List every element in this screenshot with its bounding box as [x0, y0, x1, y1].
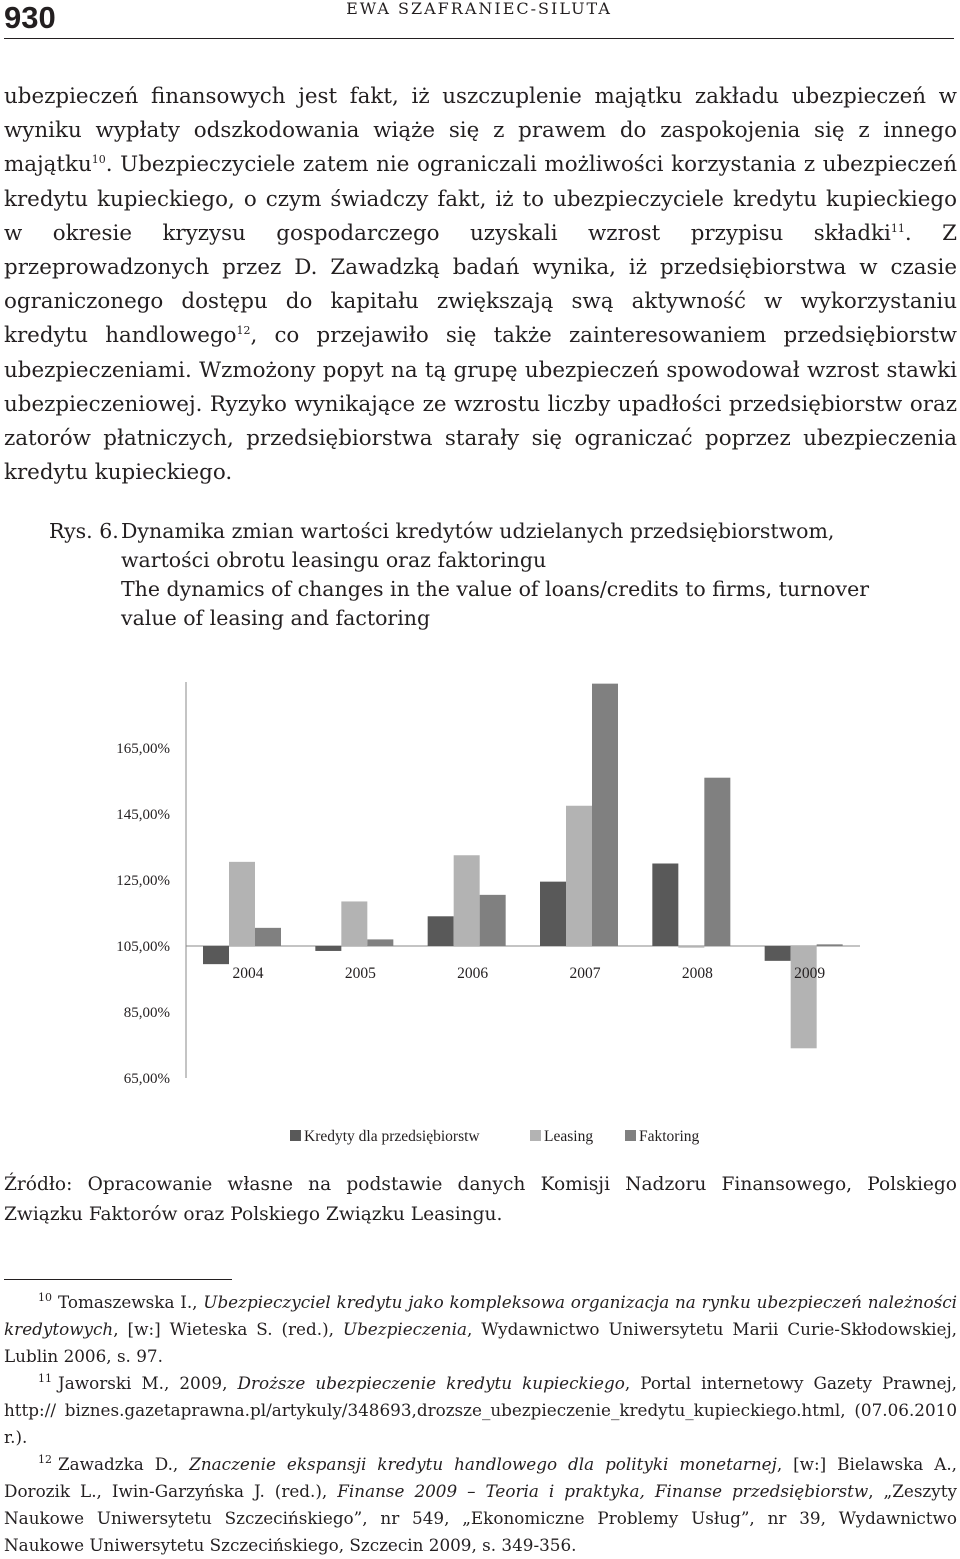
- text-run: ubezpieczeń finansowych jest fakt, iż uszczuplenie majątku zakładu ubezpieczeń w wyniku wypłaty odszkodowania wiąże się z prawem do zaspokojenia się z innego majątku: [4, 84, 957, 178]
- x-tick-label: 2004: [232, 965, 264, 982]
- bar-2008-3: [704, 778, 730, 946]
- x-tick-label: 2005: [344, 965, 376, 982]
- bar-2009-3: [817, 944, 843, 946]
- bar-chart: [0, 660, 960, 1160]
- source-note: Źródło: Opracowanie własne na podstawie danych Komisji Nadzoru Finansowego, Polskiego Związku Faktorów oraz Polskiego Związku Leasingu.: [4, 1174, 957, 1225]
- y-tick-label: 145,00%: [116, 807, 170, 823]
- footnote-12: 12 Zawadzka D., Znaczenie ekspansji kredytu handlowego dla polityki monetarnej, [w:] Bielawska A., Dorozik L., Iwin-Garzyńska J. (red.), Finanse 2009 – Teoria i praktyka, Finanse przedsiębiorstw, „Zeszyty Naukowe Uniwersytetu Szczecińskiego”, nr 549, „Ekonomiczne Problemy Usług”, nr 39, Wydawnictwo Naukowe Uniwersytetu Szczecińskiego, Szczecin 2009, s. 349-356.: [4, 1453, 958, 1555]
- bar-2005-2: [341, 901, 367, 946]
- footnote-text: Tomaszewska I.,: [58, 1292, 204, 1312]
- footnote-ref: 10: [91, 153, 106, 167]
- body-paragraph: [4, 80, 957, 490]
- bar-2008-2: [678, 946, 704, 948]
- bar-2004-2: [229, 862, 255, 946]
- bar-2007-2: [566, 806, 592, 946]
- footnote-text: Zawadzka D.,: [58, 1454, 190, 1474]
- bar-2006-3: [480, 895, 506, 946]
- figure-caption: [49, 517, 929, 633]
- y-tick-label: 105,00%: [116, 939, 170, 955]
- footnote-title: Znaczenie ekspansji kredytu handlowego dla polityki monetarnej: [189, 1454, 777, 1474]
- y-tick-label: 85,00%: [123, 1005, 170, 1021]
- footnote-ref: 11: [890, 221, 905, 235]
- text-run: . Z przeprowadzonych przez D. Zawadzką badań wynika, iż przedsiębiorstwa w czasie ograniczonego dostępu do kapitału zwiększają swą aktywność w wykorzystaniu kredytu handlowego: [4, 220, 958, 349]
- footnote-ref: 12: [236, 324, 251, 338]
- y-tick-label: 165,00%: [116, 741, 170, 757]
- legend-swatch: [625, 1130, 636, 1141]
- bar-2009-1: [765, 946, 791, 961]
- footnote-title: Finanse 2009 – Teoria i praktyka, Finanse przedsiębiorstw: [337, 1481, 869, 1501]
- bar-2007-1: [540, 882, 566, 946]
- bar-2005-3: [367, 939, 393, 946]
- bar-2006-1: [428, 916, 454, 946]
- legend-swatch: [530, 1130, 541, 1141]
- x-tick-label: 2009: [794, 965, 826, 982]
- footnotes: [4, 1289, 957, 1559]
- bar-2004-1: [203, 946, 229, 964]
- footnote-title: Ubezpieczyciel kredytu jako kompleksowa organizacja na rynku ubezpieczeń należności kredytowych: [4, 1292, 957, 1339]
- y-tick-label: 65,00%: [123, 1071, 170, 1087]
- footnote-text: , Portal internetowy Gazety Prawnej, http:// biznes.gazetaprawna.pl/artykuly/348693,drozsze_ubezpieczenie_kredytu_kupieckiego.html, (07.06.2010 r.).: [4, 1373, 957, 1447]
- figure-title-en: The dynamics of changes in the value of loans/credits to firms, turnover value of leasing and factoring: [121, 577, 870, 630]
- page-number: 930: [4, 0, 56, 35]
- y-tick-label: 125,00%: [116, 873, 170, 889]
- bar-2004-3: [255, 928, 281, 946]
- footnote-11: 11 Jaworski M., 2009, Droższe ubezpieczenie kredytu kupieckiego, Portal internetowy Gazety Prawnej, http:// biznes.gazetaprawna.pl/artykuly/348693,drozsze_ubezpieczenie_kredytu_kupieckiego.html, (07.06.2010 r.).: [4, 1372, 957, 1447]
- text-run: . Ubezpieczyciele zatem nie ograniczali możliwości korzystania z ubezpieczeń kredytu kupieckiego, o czym świadczy fakt, iż to ubezpieczyciele kredytu kupieckiego w okresie kryzysu gospodarczego uzyskali wzrost przypisu składki: [4, 152, 957, 246]
- footnote-text: , [w:] Bielawska A., Dorozik L., Iwin-Garzyńska J. (red.),: [4, 1454, 958, 1501]
- bar-2007-3: [592, 684, 618, 946]
- footnote-title: Droższe ubezpieczenie kredytu kupieckiego: [237, 1373, 625, 1393]
- footnote-text: , Wydawnictwo Uniwersytetu Marii Curie-Skłodowskiej, Lublin 2006, s. 97.: [4, 1319, 957, 1366]
- bar-2008-1: [652, 864, 678, 947]
- figure-label: Rys. 6.: [49, 519, 119, 543]
- legend-swatch: [290, 1130, 301, 1141]
- x-tick-label: 2006: [457, 965, 489, 982]
- footnote-divider: [4, 1279, 232, 1280]
- x-tick-label: 2008: [681, 965, 713, 982]
- legend-label: Leasing: [544, 1128, 594, 1145]
- paragraph: [4, 80, 957, 490]
- text-run: , co przejawiło się także zainteresowaniem przedsiębiorstw ubezpieczeniami. Wzmożony popyt na tą grupę ubezpieczeń spowodował wzrost stawki ubezpieczeniowej. Ryzyko wynikające ze wzrostu liczby upadłości przedsiębiorstw oraz zatorów płatniczych, przedsiębiorstwa starały się ograniczać poprzez ubezpieczenia kredytu kupieckiego.: [4, 323, 957, 486]
- bar-2005-1: [315, 946, 341, 951]
- legend-label: Faktoring: [639, 1128, 700, 1145]
- footnote-title: Ubezpieczenia: [342, 1319, 467, 1339]
- running-head: EWA SZAFRANIEC-SILUTA: [346, 0, 612, 18]
- figure-title-pl: Dynamika zmian wartości kredytów udzielanych przedsiębiorstwom, wartości obrotu leasingu oraz faktoringu: [121, 519, 835, 572]
- footnote-text: , „Zeszyty Naukowe Uniwersytetu Szczecińskiego”, nr 549, „Ekonomiczne Problemy Usług”, nr 39, Wydawnictwo Naukowe Uniwersytetu Szczecińskiego, Szczecin 2009, s. 349-356.: [4, 1481, 957, 1555]
- legend-label: Kredyty dla przedsiębiorstw: [304, 1128, 480, 1145]
- x-tick-label: 2007: [569, 965, 601, 982]
- footnote-text: Jaworski M., 2009,: [58, 1373, 238, 1393]
- footnote-text: , [w:] Wieteska S. (red.),: [113, 1319, 343, 1339]
- footnote-10: 10 Tomaszewska I., Ubezpieczyciel kredytu jako kompleksowa organizacja na rynku ubezpieczeń należności kredytowych, [w:] Wieteska S. (red.), Ubezpieczenia, Wydawnictwo Uniwersytetu Marii Curie-Skłodowskiej, Lublin 2006, s. 97.: [4, 1291, 957, 1366]
- bar-2009-2: [791, 946, 817, 1048]
- bar-2006-2: [454, 855, 480, 946]
- page-header: [4, 0, 954, 39]
